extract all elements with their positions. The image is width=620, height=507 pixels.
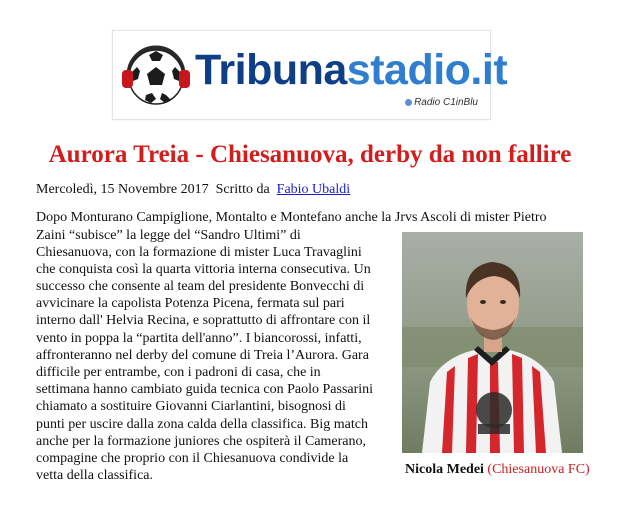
brand-part-2: stadio.it [346, 46, 508, 94]
player-photo-image [402, 232, 583, 453]
caption-club: (Chiesanuova FC) [487, 462, 590, 477]
article-line: anche per la formazione juniores che ospiterà il Camerano, [36, 434, 367, 449]
brand-part-1: Tribuna [195, 46, 347, 94]
article-line: difficile per entrambe, con i padroni di casa, che in [36, 365, 321, 380]
author-link[interactable]: Fabio Ubaldi [276, 182, 351, 197]
article-line: che conquista così la quarta vittoria interna consecutiva. Un [36, 262, 371, 277]
article-line: Chiesanuova, con la formazione di mister Luca Travaglini [36, 245, 362, 260]
article-line: vento in poppa la “partita dell'anno”. I biancorossi, infatti, [36, 331, 362, 346]
article-line: vetta della classifica. [36, 468, 153, 483]
article-line: settimana hanno cambiato guida tecnica con Paolo Passarini [36, 382, 374, 397]
site-logo[interactable] [112, 30, 508, 120]
soccer-ball-headphones-icon [119, 37, 193, 111]
player-photo [402, 232, 583, 453]
radio-dot-icon [405, 99, 412, 106]
article-title: Aurora Treia - Chiesanuova, derby da non fallire [48, 141, 572, 168]
article-line: avvicinare la capolista Potenza Picena, fermata sul pari [36, 296, 345, 311]
article-line: successo che consente al team del presidente Bonvecchi di [36, 279, 365, 294]
written-by-label: Scritto da [215, 182, 270, 197]
article-line: affronteranno nel derby del comune di Treia l’Aurora. Gara [36, 348, 369, 363]
article-line: punti per uscire dalla zona calda della classifica. Big match [36, 417, 368, 432]
radio-tagline [405, 97, 478, 108]
article-line: chiamato a sostituire Giovanni Ciarlantini, bisognosi di [36, 399, 346, 414]
article-byline [36, 181, 350, 198]
site-logo-text [195, 45, 507, 95]
article-line: Dopo Monturano Campiglione, Montalto e Montefano anche la Jrvs Ascoli di mister Pietro [36, 210, 547, 225]
article-line: compagine che proprio con il Chiesanuova condivide la [36, 451, 349, 466]
article-line: Zaini “subisce” la legge del “Sandro Ultimi” di [36, 228, 301, 243]
caption-player-name: Nicola Medei [405, 462, 484, 477]
article-line: interno dall' Helvia Recina, e soprattutto di affrontare con il [36, 313, 371, 328]
radio-tagline-text: Radio C1inBlu [414, 97, 478, 108]
article-date: Mercoledì, 15 Novembre 2017 [36, 182, 209, 197]
photo-caption [405, 461, 590, 478]
